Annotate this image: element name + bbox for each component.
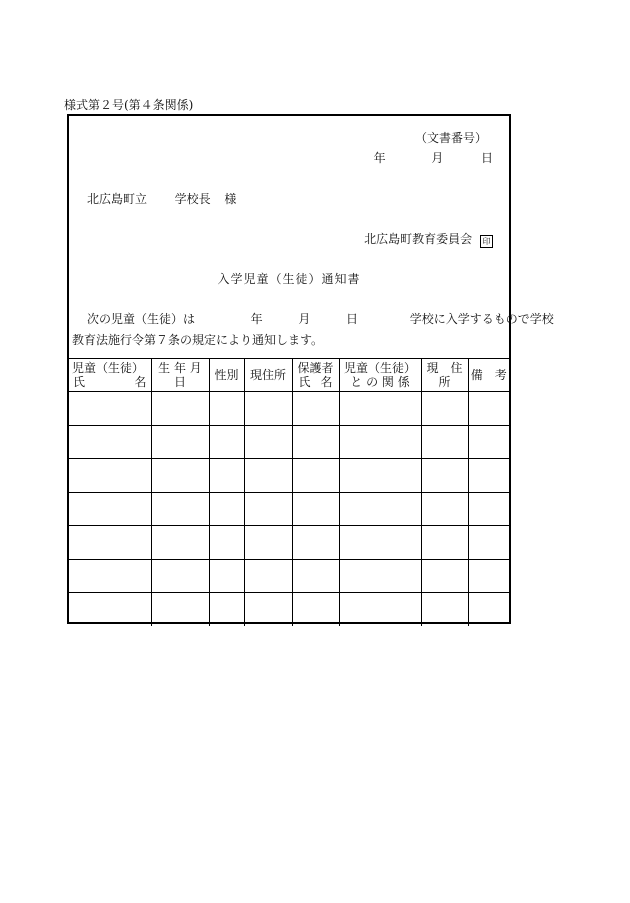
seal-mark [480,235,493,248]
notice-form-frame [67,114,554,624]
table-cell[interactable] [209,593,244,626]
addressee-honorific: 様 [224,192,237,206]
table-cell[interactable] [151,492,209,526]
table-cell[interactable] [339,593,421,626]
header-student-name [69,359,151,392]
body-year: 年 [250,312,263,326]
addressee [87,192,236,206]
student-table [69,358,509,626]
table-row [69,459,509,493]
table-cell[interactable] [69,526,151,560]
table-cell[interactable] [292,559,339,593]
table-cell[interactable] [292,492,339,526]
table-cell[interactable] [421,492,468,526]
addressee-principal: 学校長 [174,192,211,206]
table-cell[interactable] [69,492,151,526]
body-line-1 [87,312,554,326]
header-student-name-line2b: 名 [134,375,147,389]
table-cell[interactable] [244,593,292,626]
table-cell[interactable] [209,526,244,560]
table-cell[interactable] [151,425,209,459]
table-cell[interactable] [244,425,292,459]
body-line-1-start: 次の児童（生徒）は [87,312,196,326]
table-cell[interactable] [69,593,151,626]
table-cell[interactable] [244,392,292,426]
body-line-2: 教育法施行令第７条の規定により通知します。 [72,333,324,347]
table-cell[interactable] [244,559,292,593]
header-student-name-line2a: 氏 [73,375,86,389]
table-cell[interactable] [69,459,151,493]
header-sex: 性別 [209,359,244,392]
table-cell[interactable] [69,425,151,459]
table-cell[interactable] [244,459,292,493]
table-cell[interactable] [244,492,292,526]
table-cell[interactable] [292,459,339,493]
table-cell[interactable] [339,459,421,493]
header-relationship-line2: と の 関 係 [350,375,410,389]
table-cell[interactable] [339,492,421,526]
table-cell[interactable] [468,425,509,459]
table-cell[interactable] [339,425,421,459]
table-cell[interactable] [151,392,209,426]
header-current-address [421,359,468,392]
table-cell[interactable] [292,526,339,560]
table-cell[interactable] [421,425,468,459]
table-cell[interactable] [339,526,421,560]
table-cell[interactable] [421,593,468,626]
table-row [69,425,509,459]
table-cell[interactable] [421,392,468,426]
document-title: 入学児童（生徒）通知書 [217,272,361,286]
table-cell[interactable] [339,559,421,593]
table-cell[interactable] [468,492,509,526]
table-cell[interactable] [209,559,244,593]
table-body [69,392,509,626]
table-row [69,593,509,626]
header-relationship [339,359,421,392]
table-cell[interactable] [151,459,209,493]
table-cell[interactable] [292,425,339,459]
date-year: 年 [373,151,386,165]
table-cell[interactable] [421,459,468,493]
table-cell[interactable] [209,459,244,493]
table-cell[interactable] [468,526,509,560]
header-remarks: 備 考 [468,359,509,392]
table-cell[interactable] [292,593,339,626]
table-cell[interactable] [151,526,209,560]
table-cell[interactable] [151,559,209,593]
table-cell[interactable] [468,459,509,493]
header-birthdate [151,359,209,392]
table-cell[interactable] [209,492,244,526]
table-row [69,492,509,526]
table-cell[interactable] [292,392,339,426]
body-line-1-end: 学校に入学するもので学校 [409,312,554,326]
header-student-name-line1: 児童（生徒） [72,361,145,375]
table-row [69,559,509,593]
table-cell[interactable] [151,593,209,626]
body-day: 日 [346,312,359,326]
header-guardian-name [292,359,339,392]
issue-date [374,151,493,165]
table-cell[interactable] [209,425,244,459]
date-month: 月 [431,151,444,165]
table-cell[interactable] [421,559,468,593]
table-cell[interactable] [468,392,509,426]
header-birthdate-line1: 生 年 月 [158,361,202,375]
table-cell[interactable] [339,392,421,426]
header-guardian-line1: 保護者 [297,361,334,375]
table-cell[interactable] [69,559,151,593]
addressee-town: 北広島町立 [87,192,148,206]
table-row [69,392,509,426]
table-row [69,526,509,560]
header-birthdate-line2: 日 [173,375,186,389]
table-cell[interactable] [468,593,509,626]
form-number-label: 様式第２号(第４条関係) [64,98,194,112]
header-guardian-line2b: 名 [320,375,333,389]
header-relationship-line1: 児童（生徒） [343,361,416,375]
document-number: （文書番号） [414,131,487,145]
table-cell[interactable] [421,526,468,560]
header-address: 現住所 [244,359,292,392]
table-cell[interactable] [209,392,244,426]
sender-name: 北広島町教育委員会 [364,232,473,246]
body-month: 月 [298,312,311,326]
date-day: 日 [480,151,493,165]
header-current-address-line2: 所 [438,375,451,389]
header-current-address-line1: 現 住 [426,361,463,375]
table-cell[interactable] [468,559,509,593]
table-header-row [69,359,509,392]
header-guardian-line2a: 氏 [298,375,311,389]
seal-text: 印 [482,237,491,246]
table-cell[interactable] [69,392,151,426]
table-cell[interactable] [244,526,292,560]
sender [364,232,493,248]
